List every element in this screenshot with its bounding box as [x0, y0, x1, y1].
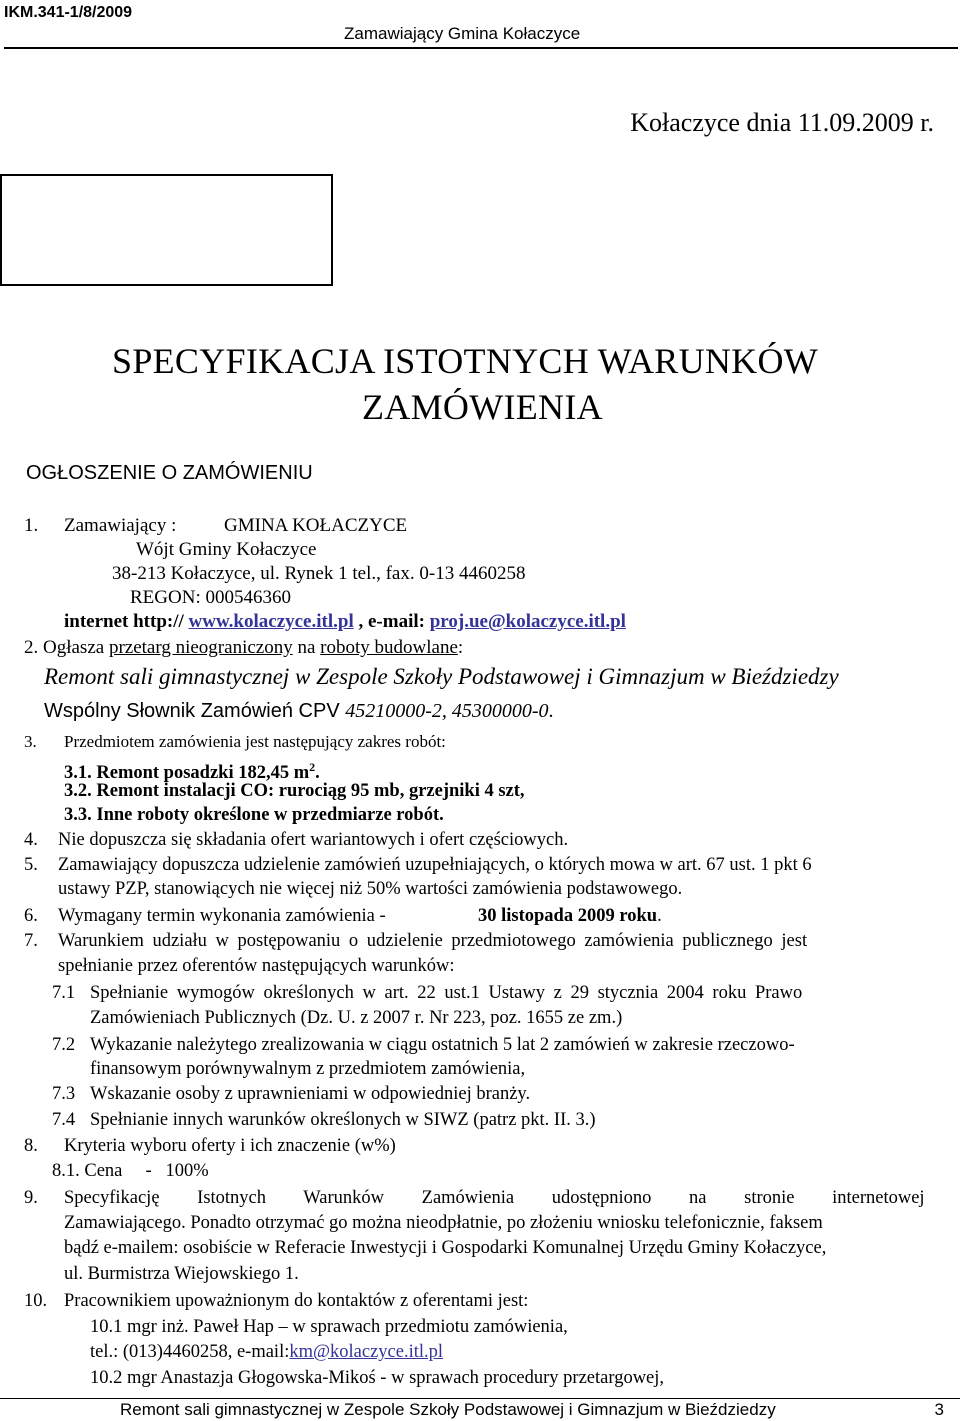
item-8-number: 8. — [24, 1136, 38, 1156]
item-7-line-1 — [58, 930, 960, 953]
item-2 — [24, 636, 463, 659]
item-6-text: Wymagany termin wykonania zamówienia - — [58, 906, 386, 926]
item-7-line-2: spełnianie przez oferentów następujących warunków: — [58, 956, 455, 976]
item-10-number: 10. — [24, 1291, 48, 1311]
cpv-label: Wspólny Słownik Zamówień CPV — [44, 700, 346, 722]
scope-item-3-2: 3.2. Remont instalacji CO: rurociąg 95 mb, grzejniki 4 szt, — [64, 781, 525, 801]
buyer-name: GMINA KOŁACZYCE — [224, 515, 408, 536]
contract-subject: Remont sali gimnastycznej w Zespole Szkoły Podstawowej i Gimnazjum w Bieździedzy — [44, 664, 839, 689]
buyer-office: Wójt Gminy Kołaczyce — [136, 539, 317, 560]
item-7-4-text: Spełnianie innych warunków określonych w SIWZ (patrz pkt. II. 3.) — [90, 1110, 596, 1130]
notice-heading: OGŁOSZENIE O ZAMÓWIENIU — [26, 462, 313, 484]
item-2-text: Ogłasza — [38, 637, 109, 658]
item-7-1-line-1: Spełnianie wymogów określonych w art. 22 ust.1 Ustawy z 29 stycznia 2004 roku Prawo — [90, 983, 803, 1003]
scope-item-3-3: 3.3. Inne roboty określone w przedmiarze robót. — [64, 805, 444, 825]
item-5-line-1: Zamawiający dopuszcza udzielenie zamówień uzupełniających, o których mowa w art. 67 ust. 1 pkt 6 — [58, 855, 812, 875]
cpv-codes: 45210000-2, 45300000-0 — [345, 700, 549, 722]
buyer-address: 38-213 Kołaczyce, ul. Rynek 1 tel., fax. 0-13 4460258 — [112, 563, 526, 584]
contact-1-phone: tel.: (013)4460258, e-mail: — [90, 1342, 290, 1362]
item-7-4-number: 7.4 — [52, 1110, 76, 1130]
footer-divider — [0, 1398, 960, 1399]
item-4-text: Nie dopuszcza się składania ofert wariantowych i ofert częściowych. — [58, 830, 569, 850]
item-6-number: 6. — [24, 906, 38, 926]
deadline: 30 listopada 2009 roku — [478, 906, 658, 926]
item-9-line-3: bądź e-mailem: osobiście w Referacie Inwestycji i Gospodarki Komunalnej Urzędu Gminy Kołaczyce, — [64, 1238, 827, 1258]
item-2-text: : — [457, 637, 464, 658]
scope-item-3-1-text: 3.1. Remont posadzki 182,45 m — [64, 763, 310, 784]
document-code: IKM.341-1/8/2009 — [4, 4, 133, 21]
cpv-end: . — [548, 700, 554, 722]
website-link[interactable]: www.kolaczyce.itl.pl — [188, 611, 354, 632]
item-5-number: 5. — [24, 855, 38, 875]
item-7-line-1-text: Warunkiem udziału w postępowaniu o udzielenie przedmiotowego zamówienia publicznego jest — [58, 931, 808, 951]
tender-type: roboty budowlane — [320, 637, 458, 658]
deadline-end: . — [657, 906, 662, 926]
footer-text: Remont sali gimnastycznej w Zespole Szkoły Podstawowej i Gimnazjum w Bieździedzy — [120, 1400, 776, 1419]
scope-item-3-1-end: . — [315, 763, 320, 784]
title-line-1: SPECYFIKACJA ISTOTNYCH WARUNKÓW — [112, 341, 819, 381]
email-prefix: , e-mail: — [353, 611, 430, 632]
item-1-number: 1. — [24, 515, 39, 536]
item-3-text: Przedmiotem zamówienia jest następujący zakres robót: — [64, 732, 446, 751]
item-7-2-line-2: finansowym porównywalnym z przedmiotem zamówienia, — [90, 1059, 526, 1079]
contact-2-line-1: 10.2 mgr Anastazja Głogowska-Mikoś - w sprawach procedury przetargowej, — [90, 1368, 665, 1388]
email-link[interactable]: proj.ue@kolaczyce.itl.pl — [429, 611, 626, 632]
buyer-regon: REGON: 000546360 — [130, 587, 291, 608]
item-1-label: Zamawiający : — [64, 515, 177, 536]
item-3-number: 3. — [24, 732, 37, 751]
internet-prefix: internet http:// — [64, 611, 189, 632]
item-2-number: 2. — [24, 637, 39, 658]
item-5-line-2: ustawy PZP, stanowiących nie więcej niż 50% wartości zamówienia podstawowego. — [58, 879, 683, 899]
item-4-number: 4. — [24, 830, 38, 850]
item-8-text: Kryteria wyboru oferty i ich znaczenie (w%) — [64, 1136, 396, 1156]
item-7-2-number: 7.2 — [52, 1035, 76, 1055]
item-7-1-line-2: Zamówieniach Publicznych (Dz. U. z 2007 r. Nr 223, poz. 1655 ze zm.) — [90, 1008, 623, 1028]
buyer-contact-line — [64, 610, 626, 633]
item-9-line-2: Zamawiającego. Ponadto otrzymać go można nieodpłatnie, po złożeniu wniosku telefonicznie, faksem — [64, 1213, 823, 1233]
title-line-2: ZAMÓWIENIA — [362, 387, 603, 427]
contact-1-line-2 — [90, 1341, 443, 1364]
header-divider — [4, 47, 958, 49]
scope-unit-superscript: 2 — [309, 760, 316, 774]
cpv-line — [44, 700, 554, 723]
item-9-number: 9. — [24, 1188, 38, 1208]
place-and-date: Kołaczyce dnia 11.09.2009 r. — [630, 108, 934, 137]
item-7-number: 7. — [24, 931, 38, 951]
item-9-line-4: ul. Burmistrza Wiejowskiego 1. — [64, 1264, 299, 1284]
deadline-line — [478, 905, 662, 928]
header-buyer: Zamawiający Gmina Kołaczyce — [344, 24, 581, 43]
contact-1-line-1: 10.1 mgr inż. Paweł Hap – w sprawach przedmiotu zamówienia, — [90, 1317, 568, 1337]
item-7-3-number: 7.3 — [52, 1084, 76, 1104]
contact-1-email-link[interactable]: km@kolaczyce.itl.pl — [289, 1342, 444, 1362]
item-10-text: Pracownikiem upoważnionym do kontaktów z oferentami jest: — [64, 1291, 529, 1311]
item-8-1: 8.1. Cena - 100% — [52, 1161, 209, 1181]
item-7-1-number: 7.1 — [52, 983, 76, 1003]
tender-mode: przetarg nieograniczony — [108, 637, 293, 658]
page-number: 3 — [934, 1400, 944, 1419]
item-2-text: na — [292, 637, 321, 658]
stamp-box — [0, 174, 333, 286]
item-7-3-text: Wskazanie osoby z uprawnieniami w odpowiedniej branży. — [90, 1084, 531, 1104]
item-9-line-1: Specyfikację Istotnych Warunków Zamówienia udostępniono na stronie internetowej — [64, 1188, 925, 1208]
item-7-2-line-1: Wykazanie należytego zrealizowania w ciągu ostatnich 5 lat 2 zamówień w zakresie rzeczowo- — [90, 1035, 795, 1055]
